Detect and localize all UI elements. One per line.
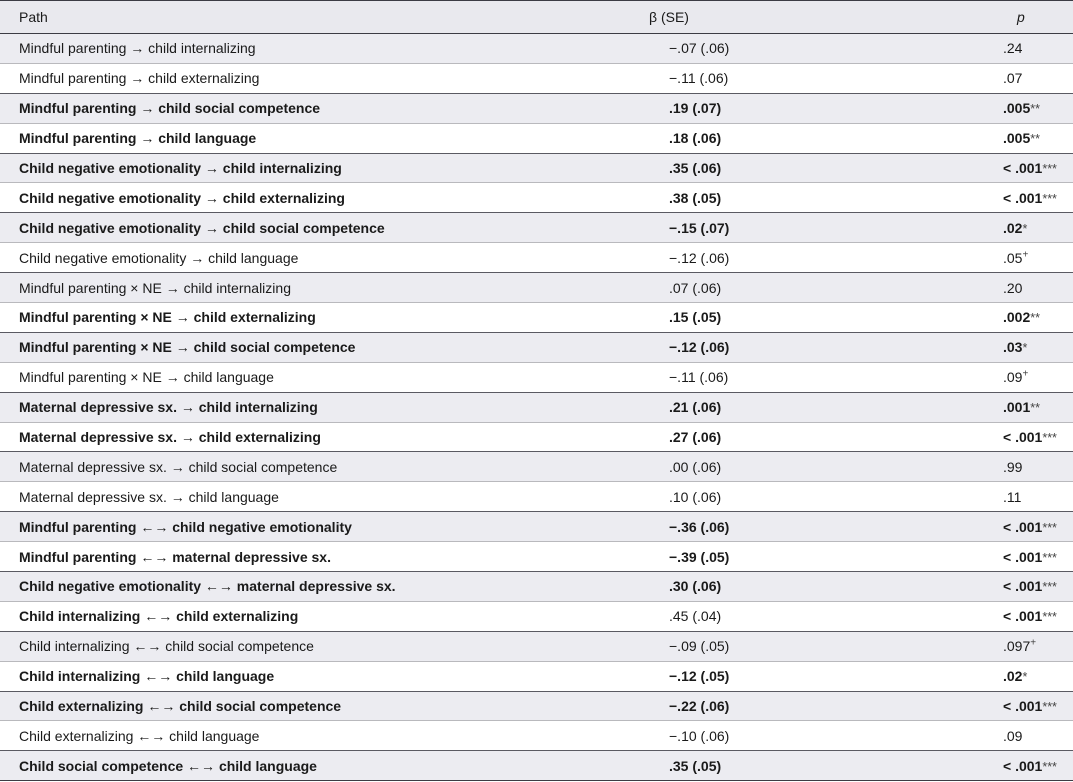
p-cell — [1003, 250, 1073, 266]
significance-marker: + — [1022, 249, 1029, 261]
p-value: .02 — [1003, 219, 1023, 236]
p-cell — [1003, 160, 1073, 176]
p-value: .03 — [1003, 339, 1023, 356]
p-value: < .001 — [1003, 160, 1043, 176]
significance-marker: *** — [1042, 580, 1057, 595]
p-value: .097 — [1003, 638, 1031, 655]
p-value: < .001 — [1003, 548, 1043, 565]
p-cell — [1003, 519, 1073, 535]
beta-cell: −.07 (.06) — [669, 40, 730, 57]
path-cell: Child negative emotionality → child social competence — [19, 219, 385, 236]
path-cell: Child internalizing ←→ child social competence — [19, 638, 314, 655]
p-cell — [1003, 489, 1073, 505]
p-cell — [1003, 309, 1073, 325]
significance-marker: + — [1022, 368, 1029, 380]
p-value: .05 — [1003, 249, 1023, 266]
beta-cell: .45 (.04) — [669, 608, 722, 625]
p-value: .09 — [1003, 369, 1023, 386]
path-cell: Mindful parenting × NE → child language — [19, 369, 274, 386]
significance-marker: *** — [1042, 550, 1057, 565]
table-row — [0, 183, 1073, 213]
beta-cell: −.12 (.05) — [669, 668, 730, 685]
p-value: .24 — [1003, 40, 1023, 57]
p-cell — [1003, 668, 1073, 684]
table-row — [0, 243, 1073, 273]
p-value: < .001 — [1003, 757, 1043, 774]
p-value: < .001 — [1003, 698, 1043, 715]
p-value: .09 — [1003, 727, 1023, 744]
table-row — [0, 124, 1073, 154]
p-cell — [1003, 638, 1073, 654]
p-cell — [1003, 339, 1073, 355]
significance-marker: * — [1022, 221, 1028, 236]
path-cell: Child externalizing ←→ child language — [19, 727, 260, 744]
beta-cell: .21 (.06) — [669, 399, 722, 416]
p-value: < .001 — [1003, 429, 1043, 446]
path-cell: Child internalizing ←→ child externalizing — [19, 608, 299, 625]
beta-cell: .35 (.05) — [669, 757, 722, 774]
p-cell — [1003, 578, 1073, 594]
p-cell — [1003, 728, 1073, 744]
path-cell: Child negative emotionality → child externalizing — [19, 189, 345, 206]
path-cell: Mindful parenting → child externalizing — [19, 70, 260, 87]
table-row — [0, 333, 1073, 363]
p-cell — [1003, 100, 1073, 116]
table-row — [0, 273, 1073, 303]
header-p: p — [1017, 9, 1025, 25]
table-row — [0, 751, 1073, 781]
path-cell: Child negative emotionality ←→ maternal depressive sx. — [19, 578, 396, 595]
table-row — [0, 662, 1073, 692]
beta-cell: −.12 (.06) — [669, 249, 730, 266]
table-row — [0, 512, 1073, 542]
table-row — [0, 154, 1073, 184]
path-cell: Child externalizing ←→ child social competence — [19, 698, 342, 715]
p-value: .005 — [1003, 100, 1031, 117]
path-cell: Child internalizing ←→ child language — [19, 668, 275, 685]
table-row — [0, 692, 1073, 722]
beta-cell: .27 (.06) — [669, 429, 722, 446]
significance-marker: *** — [1042, 520, 1057, 535]
path-cell: Maternal depressive sx. → child externalizing — [19, 429, 321, 446]
p-value: .002 — [1003, 309, 1031, 326]
p-cell — [1003, 70, 1073, 86]
path-cell: Child negative emotionality → child internalizing — [19, 160, 342, 176]
p-cell — [1003, 399, 1073, 415]
significance-marker: * — [1022, 670, 1028, 685]
table-row — [0, 303, 1073, 333]
table-row — [0, 721, 1073, 751]
p-cell — [1003, 698, 1073, 714]
table-row — [0, 423, 1073, 453]
p-value: < .001 — [1003, 608, 1043, 625]
beta-cell: −.09 (.05) — [669, 638, 730, 655]
significance-marker: ** — [1030, 132, 1040, 147]
p-cell — [1003, 369, 1073, 385]
path-cell: Mindful parenting → child internalizing — [19, 40, 256, 57]
p-value: < .001 — [1003, 578, 1043, 595]
p-value: < .001 — [1003, 518, 1043, 535]
p-cell — [1003, 40, 1073, 56]
p-value: .07 — [1003, 70, 1023, 87]
beta-cell: −.15 (.07) — [669, 219, 730, 236]
significance-marker: * — [1022, 341, 1028, 356]
path-cell: Mindful parenting × NE → child externalizing — [19, 309, 316, 326]
p-value: .99 — [1003, 458, 1023, 475]
significance-marker: *** — [1042, 431, 1057, 446]
table-row — [0, 542, 1073, 572]
header-path: Path — [19, 9, 48, 25]
table-row — [0, 64, 1073, 94]
beta-cell: .38 (.05) — [669, 189, 722, 206]
table-row — [0, 602, 1073, 632]
beta-cell: .18 (.06) — [669, 130, 722, 147]
beta-cell: .00 (.06) — [669, 458, 722, 475]
beta-cell: −.12 (.06) — [669, 339, 730, 356]
beta-cell: −.22 (.06) — [669, 698, 730, 715]
beta-cell: −.36 (.06) — [669, 518, 730, 535]
p-cell — [1003, 220, 1073, 236]
significance-marker: + — [1030, 637, 1037, 649]
p-cell — [1003, 549, 1073, 565]
p-cell — [1003, 280, 1073, 296]
path-cell: Maternal depressive sx. → child internalizing — [19, 399, 318, 416]
table-header — [0, 0, 1073, 34]
path-cell: Mindful parenting ←→ maternal depressive sx. — [19, 548, 331, 565]
significance-marker: *** — [1042, 162, 1057, 176]
p-value: .11 — [1003, 488, 1022, 505]
p-cell — [1003, 758, 1073, 774]
path-cell: Maternal depressive sx. → child language — [19, 488, 279, 505]
path-cell: Mindful parenting → child language — [19, 130, 257, 147]
beta-cell: −.11 (.06) — [669, 369, 729, 386]
beta-cell: .35 (.06) — [669, 160, 722, 176]
significance-marker: *** — [1042, 610, 1057, 625]
path-cell: Maternal depressive sx. → child social competence — [19, 458, 338, 475]
header-beta: β (SE) — [649, 9, 689, 25]
beta-cell: .15 (.05) — [669, 309, 722, 326]
p-cell — [1003, 190, 1073, 206]
beta-cell: .10 (.06) — [669, 488, 722, 505]
table-row — [0, 452, 1073, 482]
path-cell: Child social competence ←→ child language — [19, 757, 317, 774]
beta-cell: −.10 (.06) — [669, 727, 730, 744]
table-body — [0, 34, 1073, 781]
p-value: .001 — [1003, 399, 1031, 416]
beta-cell: −.11 (.06) — [669, 70, 729, 87]
significance-marker: ** — [1030, 102, 1040, 117]
beta-cell: .30 (.06) — [669, 578, 722, 595]
beta-cell: .19 (.07) — [669, 100, 722, 117]
significance-marker: ** — [1030, 311, 1040, 326]
table-row — [0, 94, 1073, 124]
path-cell: Mindful parenting ←→ child negative emotionality — [19, 518, 352, 535]
p-value: .20 — [1003, 279, 1023, 296]
p-cell — [1003, 130, 1073, 146]
significance-marker: *** — [1042, 759, 1057, 774]
table-row — [0, 632, 1073, 662]
p-value: < .001 — [1003, 189, 1043, 206]
table-row — [0, 393, 1073, 423]
table-row — [0, 34, 1073, 64]
table-row — [0, 482, 1073, 512]
p-value: .02 — [1003, 668, 1023, 685]
table-row — [0, 363, 1073, 393]
table-row — [0, 572, 1073, 602]
significance-marker: ** — [1030, 401, 1040, 416]
significance-marker: *** — [1042, 700, 1057, 715]
path-cell: Mindful parenting → child social competence — [19, 100, 321, 117]
table-row — [0, 213, 1073, 243]
p-cell — [1003, 608, 1073, 624]
beta-cell: .07 (.06) — [669, 279, 722, 296]
p-cell — [1003, 459, 1073, 475]
p-cell — [1003, 429, 1073, 445]
path-cell: Mindful parenting × NE → child social competence — [19, 339, 356, 356]
p-value: .005 — [1003, 130, 1031, 147]
path-cell: Child negative emotionality → child language — [19, 249, 299, 266]
significance-marker: *** — [1042, 191, 1057, 206]
beta-cell: −.39 (.05) — [669, 548, 730, 565]
path-cell: Mindful parenting × NE → child internalizing — [19, 279, 291, 296]
